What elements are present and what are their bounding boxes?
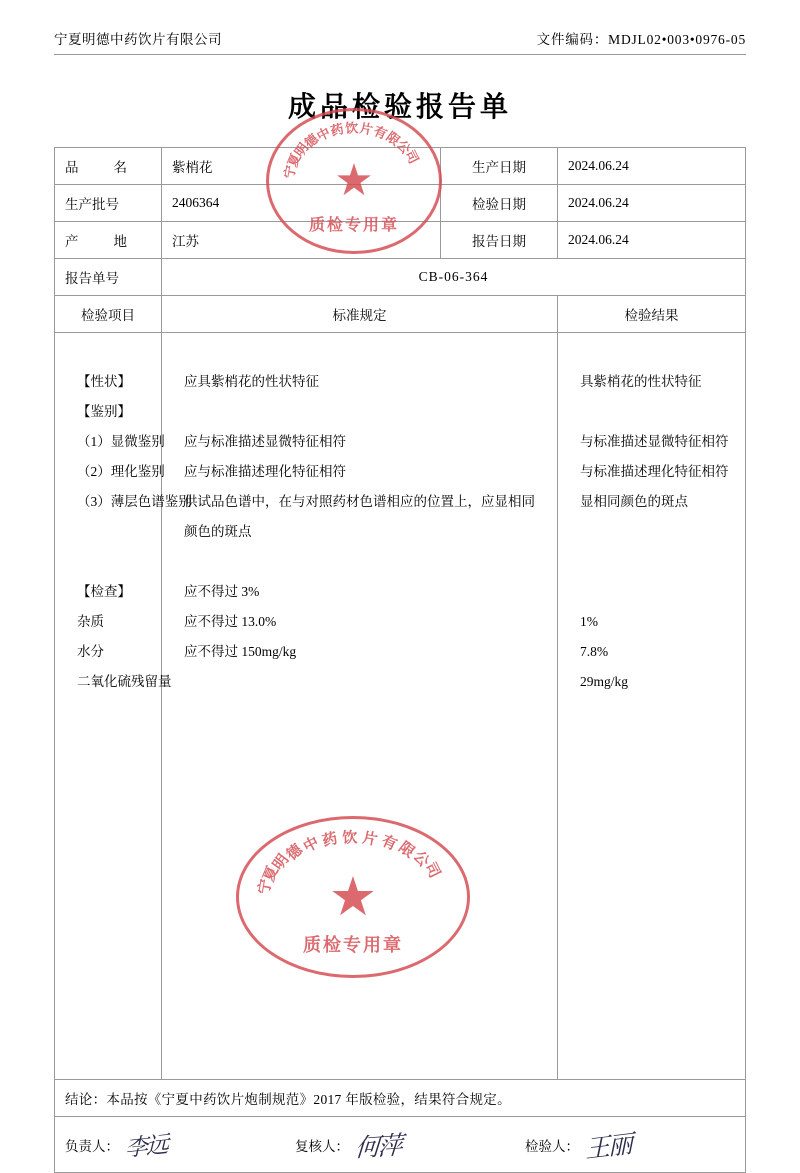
- list-item: 具紫梢花的性状特征: [580, 374, 702, 389]
- batch-value: 2406364: [162, 185, 441, 222]
- info-table: [54, 147, 746, 1117]
- report-no-value: CB-06-364: [162, 259, 746, 296]
- list-item: 供试品色谱中，在与对照药材色谱相应的位置上，应显相同颜色的斑点: [184, 494, 535, 539]
- report-no-label: 报告单号: [55, 259, 162, 296]
- table-row: [55, 259, 746, 296]
- stamp-star-icon: ★: [334, 156, 374, 205]
- list-item: 杂质: [77, 614, 104, 629]
- batch-label: 生产批号: [55, 185, 162, 222]
- conclusion-row: [55, 1080, 746, 1117]
- stamp-arc-text-bottom: 宁 夏 明 德 中 药 饮 片 有 限 公 司: [256, 830, 443, 896]
- list-item: 【性状】: [77, 374, 131, 389]
- header-divider: [54, 54, 746, 55]
- stamp-arc-text-top: 宁 夏 明 德 中 药 饮 片 有 限 公 司: [281, 120, 422, 180]
- signature-review-name: 何萍: [353, 1131, 402, 1163]
- conclusion-label: 结论：: [65, 1092, 107, 1107]
- list-item: 水分: [77, 644, 104, 659]
- signature-owner: [55, 1117, 285, 1172]
- list-item: （2）理化鉴别: [77, 464, 165, 479]
- conclusion-text: 本品按《宁夏中药饮片炮制规范》2017 年版检验，结果符合规定。: [106, 1092, 511, 1107]
- list-item: 与标准描述理化特征相符: [580, 464, 729, 479]
- list-item: 7.8%: [580, 644, 609, 659]
- list-item: 【检查】: [77, 584, 131, 599]
- table-row: [55, 185, 746, 222]
- document-code: [537, 28, 746, 48]
- company-name: 宁夏明德中药饮片有限公司: [54, 32, 222, 47]
- product-name-value: 紫梢花: [162, 148, 441, 185]
- results-item-column: [55, 333, 192, 1080]
- stamp-star-icon: ★: [328, 867, 378, 927]
- signature-review-label: 复核人：: [295, 1138, 349, 1154]
- results-header-row: [55, 296, 746, 333]
- origin-label-a: 产: [65, 234, 79, 249]
- signature-inspector: [515, 1117, 745, 1172]
- inspection-date-value: 2024.06.24: [558, 185, 746, 222]
- results-value-column: [558, 333, 746, 1080]
- list-item: （1）显微鉴别: [77, 434, 165, 449]
- report-date-label: 报告日期: [441, 222, 558, 259]
- list-item: 二氧化硫残留量: [77, 674, 172, 689]
- production-date-value: 2024.06.24: [558, 148, 746, 185]
- list-item: 29mg/kg: [580, 674, 629, 689]
- list-item: 与标准描述显微特征相符: [580, 434, 729, 449]
- list-item: 应具紫梢花的性状特征: [184, 374, 319, 389]
- list-item: （3）薄层色谱鉴别: [77, 494, 192, 509]
- table-row: [55, 148, 746, 185]
- signature-review: [285, 1117, 515, 1172]
- origin-label: [55, 222, 162, 259]
- results-header-standard: 标准规定: [162, 296, 558, 333]
- page-title: 成品检验报告单: [287, 92, 512, 123]
- results-header-item: 检验项目: [55, 296, 162, 333]
- document-header: [54, 28, 746, 54]
- list-item: 应与标准描述显微特征相符: [184, 434, 346, 449]
- product-name-label: [55, 148, 162, 185]
- list-item: 应与标准描述理化特征相符: [184, 464, 346, 479]
- list-item: 应不得过 3%: [184, 584, 260, 599]
- list-item: 应不得过 13.0%: [184, 614, 277, 629]
- list-item: 应不得过 150mg/kg: [184, 644, 297, 659]
- results-header-result: 检验结果: [558, 296, 746, 333]
- list-item: 1%: [580, 614, 598, 629]
- list-item: 显相同颜色的斑点: [580, 494, 688, 509]
- signature-owner-label: 负责人：: [65, 1138, 119, 1154]
- report-date-value: 2024.06.24: [558, 222, 746, 259]
- signature-inspector-label: 检验人：: [525, 1138, 579, 1154]
- stamp-bottom-text: 质检专用章: [303, 935, 403, 955]
- document-code-value: MDJL02•003•0976-05: [608, 32, 746, 47]
- product-name-label-b: 名: [113, 160, 127, 175]
- signature-owner-name: 李远: [125, 1131, 167, 1162]
- origin-value: 江苏: [162, 222, 441, 259]
- document-code-label: 文件编码：: [536, 32, 609, 47]
- results-standard-column: [162, 333, 558, 1080]
- conclusion-cell: [55, 1080, 746, 1117]
- inspection-date-label: 检验日期: [441, 185, 558, 222]
- table-row: [55, 222, 746, 259]
- production-date-label: 生产日期: [441, 148, 558, 185]
- results-body-row: [55, 333, 746, 1080]
- signature-row: [54, 1117, 746, 1173]
- signature-inspector-name: 王丽: [584, 1130, 632, 1164]
- product-name-label-a: 品: [65, 160, 79, 175]
- report-body: [54, 28, 746, 1173]
- origin-label-b: 地: [113, 234, 127, 249]
- list-item: 【鉴别】: [77, 404, 131, 419]
- stamp-bottom-text: 质检专用章: [308, 217, 399, 234]
